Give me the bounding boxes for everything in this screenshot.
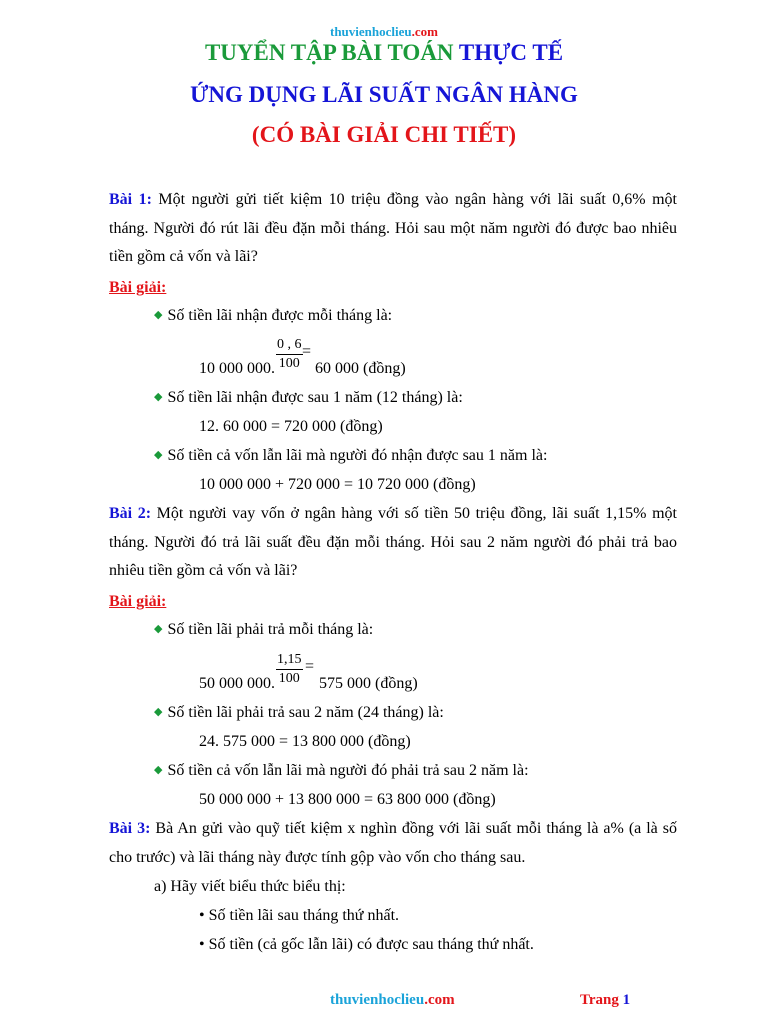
footer-site-domain: .com xyxy=(424,992,455,1008)
bai1-bullet-2-text: Số tiền lãi nhận được sau 1 năm (12 tháng) là: xyxy=(167,389,463,406)
bai2-problem xyxy=(109,500,677,586)
bai1-bullet-3 xyxy=(154,447,547,465)
bai3-label: Bài 3: xyxy=(109,820,151,837)
equals-sign: = xyxy=(302,343,312,360)
title-line-1 xyxy=(0,40,768,66)
bai3-part-a-item-1: • Số tiền lãi sau tháng thứ nhất. xyxy=(199,907,400,924)
bai2-label: Bài 2: xyxy=(109,505,152,522)
fraction-denominator: 100 xyxy=(278,671,300,686)
bai2-equation-3: 50 000 000 + 13 800 000 = 63 800 000 (đồng) xyxy=(199,791,496,808)
bai3-part-a: a) Hãy viết biểu thức biểu thị: xyxy=(154,878,346,895)
bai2-fraction xyxy=(276,651,303,688)
bai2-bullet-2-text: Số tiền lãi phải trả sau 2 năm (24 tháng) là: xyxy=(167,704,444,721)
bai2-equation-2: 24. 575 000 = 13 800 000 (đồng) xyxy=(199,733,411,750)
bai1-equation-2: 12. 60 000 = 720 000 (đồng) xyxy=(199,418,383,435)
footer-site-name: thuvienhoclieu xyxy=(330,992,425,1008)
bai1-label: Bài 1: xyxy=(109,191,152,208)
bai1-fraction xyxy=(276,336,303,373)
fraction-denominator: 100 xyxy=(278,356,300,371)
green-diamond-icon: ◆ xyxy=(154,706,163,718)
bai2-bullet-1 xyxy=(154,621,373,639)
bai1-solution-label: Bài giải: xyxy=(109,279,167,296)
footer-page xyxy=(580,992,630,1009)
equals-sign: = xyxy=(305,658,315,675)
green-diamond-icon: ◆ xyxy=(154,391,163,403)
green-diamond-icon: ◆ xyxy=(154,764,163,776)
bai3-problem xyxy=(109,815,677,872)
title-line-2: ỨNG DỤNG LÃI SUẤT NGÂN HÀNG xyxy=(190,82,578,107)
green-diamond-icon: ◆ xyxy=(154,449,163,461)
footer-page-label: Trang xyxy=(580,992,619,1008)
bai2-equation-1-left: 50 000 000. xyxy=(199,675,275,692)
header-site-domain: .com xyxy=(411,24,438,39)
header-site xyxy=(0,24,768,40)
bai1-bullet-3-text: Số tiền cả vốn lẫn lãi mà người đó nhận được sau 1 năm là: xyxy=(167,447,548,464)
title-part-green: TUYỂN TẬP BÀI TOÁN xyxy=(204,40,454,65)
bai1-equation-3: 10 000 000 + 720 000 = 10 720 000 (đồng) xyxy=(199,476,476,493)
bai1-bullet-2 xyxy=(154,389,463,407)
bai1-equation-1-left: 10 000 000. xyxy=(199,360,275,377)
footer-page-number: 1 xyxy=(622,992,631,1008)
bai1-problem xyxy=(109,186,677,272)
bai2-solution-label: Bài giải: xyxy=(109,593,167,610)
bai2-text: Một người vay vốn ở ngân hàng với số tiền 50 triệu đồng, lãi suất 1,15% một tháng. Người đó trả lãi suất đều đặn mỗi tháng. Hỏi sau 2 năm người đó phải trả bao nhiêu tiền gồm cả vốn và lãi? xyxy=(109,505,677,579)
bai2-bullet-3 xyxy=(154,762,529,780)
bai2-equation-1-right: 575 000 (đồng) xyxy=(319,675,418,692)
title-part-blue: THỰC TẾ xyxy=(458,40,564,65)
header-site-name: thuvienhoclieu xyxy=(330,24,412,39)
bai1-text: Một người gửi tiết kiệm 10 triệu đồng vào ngân hàng với lãi suất 0,6% một tháng. Người đó rút lãi đều đặn mỗi tháng. Hỏi sau một năm người đó được bao nhiêu tiền gồm cả vốn và lãi? xyxy=(109,191,677,265)
bai2-bullet-1-text: Số tiền lãi phải trả mỗi tháng là: xyxy=(167,621,374,638)
fraction-numerator: 0 , 6 xyxy=(276,336,303,355)
bai1-bullet-1-text: Số tiền lãi nhận được mỗi tháng là: xyxy=(167,307,393,324)
title-line-3: (CÓ BÀI GIẢI CHI TIẾT) xyxy=(251,122,517,147)
green-diamond-icon: ◆ xyxy=(154,309,163,321)
fraction-numerator: 1,15 xyxy=(276,651,303,670)
bai1-bullet-1 xyxy=(154,307,392,325)
footer-site xyxy=(330,992,455,1009)
bai2-bullet-3-text: Số tiền cả vốn lẫn lãi mà người đó phải trả sau 2 năm là: xyxy=(167,762,529,779)
bai3-part-a-item-2: • Số tiền (cả gốc lẫn lãi) có được sau tháng thứ nhất. xyxy=(199,936,534,953)
bai2-bullet-2 xyxy=(154,704,444,722)
bai3-text: Bà An gửi vào quỹ tiết kiệm x nghìn đồng với lãi suất mỗi tháng là a% (a là số cho trước) và lãi tháng này được tính gộp vào vốn cho tháng sau. xyxy=(109,820,677,866)
bai1-equation-1-right: 60 000 (đồng) xyxy=(315,360,406,377)
green-diamond-icon: ◆ xyxy=(154,623,163,635)
